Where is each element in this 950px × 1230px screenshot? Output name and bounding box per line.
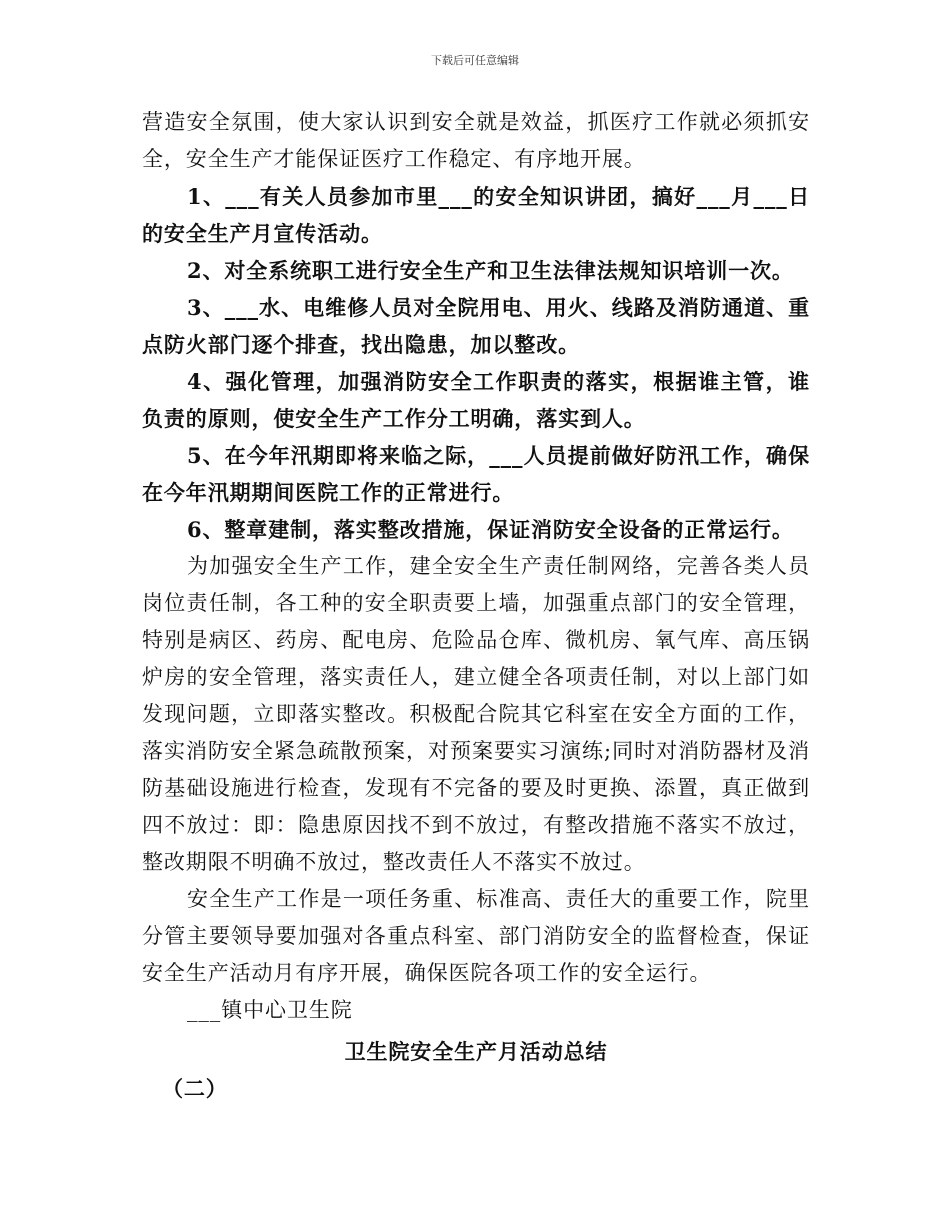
list-item-1: 1、___有关人员参加市里___的安全知识讲团，搞好___月___日的安全生产月宣传活动。	[142, 184, 810, 246]
document-body	[142, 104, 810, 1107]
document-title: 卫生院安全生产月活动总结	[344, 1039, 608, 1064]
page-header-note: 下载后可任意编辑	[431, 54, 519, 67]
list-item-3: 3、___水、电维修人员对全院用电、用火、线路及消防通道、重点防火部门逐个排查，找出隐患，加以整改。	[142, 295, 810, 357]
list-item-5: 5、在今年汛期即将来临之际，___人员提前做好防汛工作，确保在今年汛期期间医院工作的正常进行。	[142, 443, 810, 505]
list-item-4: 4、强化管理，加强消防安全工作职责的落实，根据谁主管，谁负责的原则，使安全生产工作分工明确，落实到人。	[142, 369, 810, 431]
paragraph-continuation: 营造安全氛围，使大家认识到安全就是效益，抓医疗工作就必须抓安全，安全生产才能保证医疗工作稳定、有序地开展。	[142, 110, 810, 171]
list-item-6: 6、整章建制，落实整改措施，保证消防安全设备的正常运行。	[187, 517, 794, 542]
section-number: （二）	[162, 1076, 228, 1101]
paragraph-responsibility: 为加强安全生产工作，建全安全生产责任制网络，完善各类人员岗位责任制，各工种的安全职责要上墙，加强重点部门的安全管理，特别是病区、药房、配电房、危险品仓库、微机房、氧气库、高压锅炉房的安全管理，落实责任人，建立健全各项责任制，对以上部门如发现问题，立即落实整改。积极配合院其它科室在安全方面的工作，落实消防安全紧急疏散预案，对预案要实习演练;同时对消防器材及消防基础设施进行检查，发现有不完备的要及时更换、添置，真正做到四不放过：即：隐患原因找不到不放过，有整改措施不落实不放过，整改期限不明确不放过，整改责任人不落实不放过。	[142, 554, 810, 874]
signature-line: ___镇中心卫生院	[187, 998, 353, 1022]
list-item-2: 2、对全系统职工进行安全生产和卫生法律法规知识培训一次。	[187, 258, 794, 283]
paragraph-conclusion: 安全生产工作是一项任务重、标准高、责任大的重要工作，院里分管主要领导要加强对各重点科室、部门消防安全的监督检查，保证安全生产活动月有序开展，确保医院各项工作的安全运行。	[142, 887, 810, 985]
